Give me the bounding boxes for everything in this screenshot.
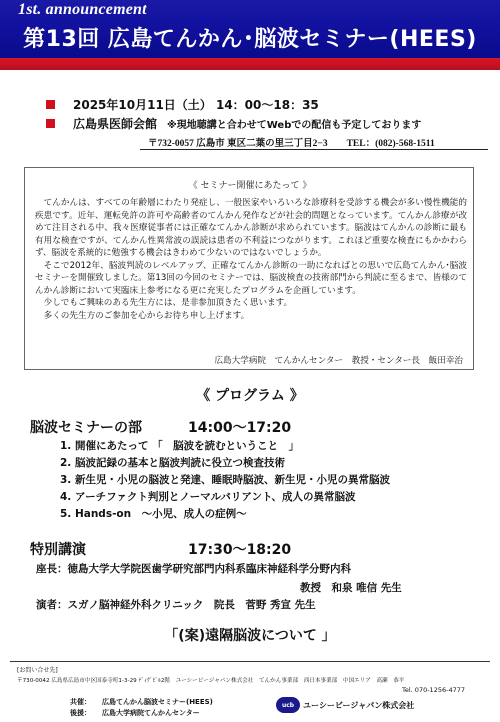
sponsor-line (70, 708, 200, 718)
greeting-paragraph: てんかんは、すべての年齢層にわたり発症し、一般医家やいろいろな診療科を受診する機会が多い慢性機能的疾患です。近年、運転免許の許可や高齢者のてんかん発作などが社会的問題となっています。てんかん診療が改めて注目される中、我々医療従事者には正確なてんかん診断が求められています。脳波はてんかんの診断に最も有用な検査ですが、てんかん性異常波の誤読は患者の不利益につながります。これほど重要な検査にもかかわらず、脳波を系統的に勉強する機会はきわめて少ないのではないでしょうか。 (35, 198, 467, 258)
speaker-line (36, 597, 316, 612)
program-item: 5. Hands-on ～小児、成人の症例～ (60, 508, 247, 520)
section-special-lecture-time: 17:30～18:20 (188, 542, 292, 558)
announcement-label: 1st. announcement (18, 1, 147, 18)
greeting-paragraph: 少しでもご興味のある先生方には、是非参加頂きたく思います。 (43, 298, 293, 308)
chair-name: 教授 和泉 唯信 先生 (300, 582, 402, 594)
address-underline (140, 149, 488, 150)
program-item-list (60, 438, 390, 523)
greeting-paragraph: そこで2012年、脳波判読のレベルアップ、正確なてんかん診断の一助になればとの思いで広島てんかん･脳波セミナーを開催致しました。第13回の今回のセミナーでは、脳波検査の技術部門から判読に至るまで、皆様のてんかん診断において実臨床上参考になる更に充実したプログラムを企画しています。 (35, 260, 467, 296)
event-venue-line (46, 115, 421, 132)
event-datetime: 2025年10月11日（土） 14：00～18：35 (73, 98, 319, 112)
cohost-label: 共催： (70, 698, 91, 706)
event-datetime-line (46, 96, 319, 113)
cohost-line (70, 697, 213, 707)
chair-line (36, 561, 351, 576)
contact-address: 〒730-0042 広島県広島市中区国泰寺町1-3-29 ﾃﾞｨｸﾞﾋﾞﾙ2階 ユーシービージャパン株式会社 てんかん事業部 西日本事業部 中国エリア 高瀬 恭平 (17, 678, 405, 684)
page-title: 第13回 広島てんかん･脳波セミナー(HEES) (23, 27, 477, 52)
contact-tel: Tel. 070-1256-4777 (402, 686, 465, 694)
ucb-logo (276, 697, 414, 713)
chair-affiliation: 徳島大学大学院医歯学研究部門内科系臨床神経科学分野内科 (67, 563, 351, 575)
greeting-signature: 広島大学病院 てんかんセンター 教授・センター長 飯田幸治 (214, 356, 463, 366)
program-title: 《 プログラム 》 (196, 388, 304, 404)
venue-address: 〒732-0057 広島市 東区二葉の里三丁目2−3 TEL：(082)-568-1511 (148, 139, 435, 149)
web-stream-note: ※現地聴講と合わせてWebでの配信も予定しております (167, 120, 422, 131)
program-item: 3. 新生児・小児の脳波と発達、睡眠時脳波、新生児・小児の異常脳波 (60, 474, 390, 486)
speaker-name: スガノ脳神経外科クリニック 院長 菅野 秀宣 先生 (67, 599, 316, 611)
greeting-box (24, 167, 474, 370)
program-item: 2. 脳波記録の基本と脳波判読に役立つ検査技術 (60, 457, 285, 469)
header-banner (0, 0, 500, 58)
event-venue: 広島県医師会館 (73, 117, 158, 131)
lecture-title: 「(案)遠隔脳波について 」 (164, 628, 336, 644)
cohost-name: 広島てんかん脳波セミナー(HEES) (102, 698, 213, 706)
greeting-paragraph: 多くの先生方のご参加を心からお待ち申し上げます。 (43, 310, 250, 321)
ucb-logo-icon: ucb (276, 697, 300, 713)
section-eeg-seminar-time: 14:00～17:20 (188, 420, 292, 436)
program-item: 1. 開催にあたって 「 脳波を読むということ 」 (60, 440, 300, 452)
section-special-lecture-name: 特別講演 (30, 542, 86, 558)
sponsor-label: 後援： (70, 709, 91, 717)
contact-label: [お問い合せ先] (17, 667, 58, 674)
header-red-stripe (0, 58, 500, 70)
greeting-body (35, 197, 467, 322)
sponsor-name: 広島大学病院てんかんセンター (102, 709, 200, 717)
bullet-square-icon (46, 100, 55, 109)
footer-divider (10, 661, 490, 662)
speaker-label: 演者： (36, 599, 68, 611)
greeting-title: 《 セミナー開催にあたって 》 (188, 181, 312, 191)
company-name: ユーシービージャパン株式会社 (303, 700, 415, 710)
section-eeg-seminar-name: 脳波セミナーの部 (30, 420, 142, 436)
chair-label: 座長： (36, 563, 68, 575)
program-item: 4. アーチファクト判別とノーマルバリアント、成人の異常脳波 (60, 491, 356, 503)
bullet-square-icon (46, 119, 55, 128)
